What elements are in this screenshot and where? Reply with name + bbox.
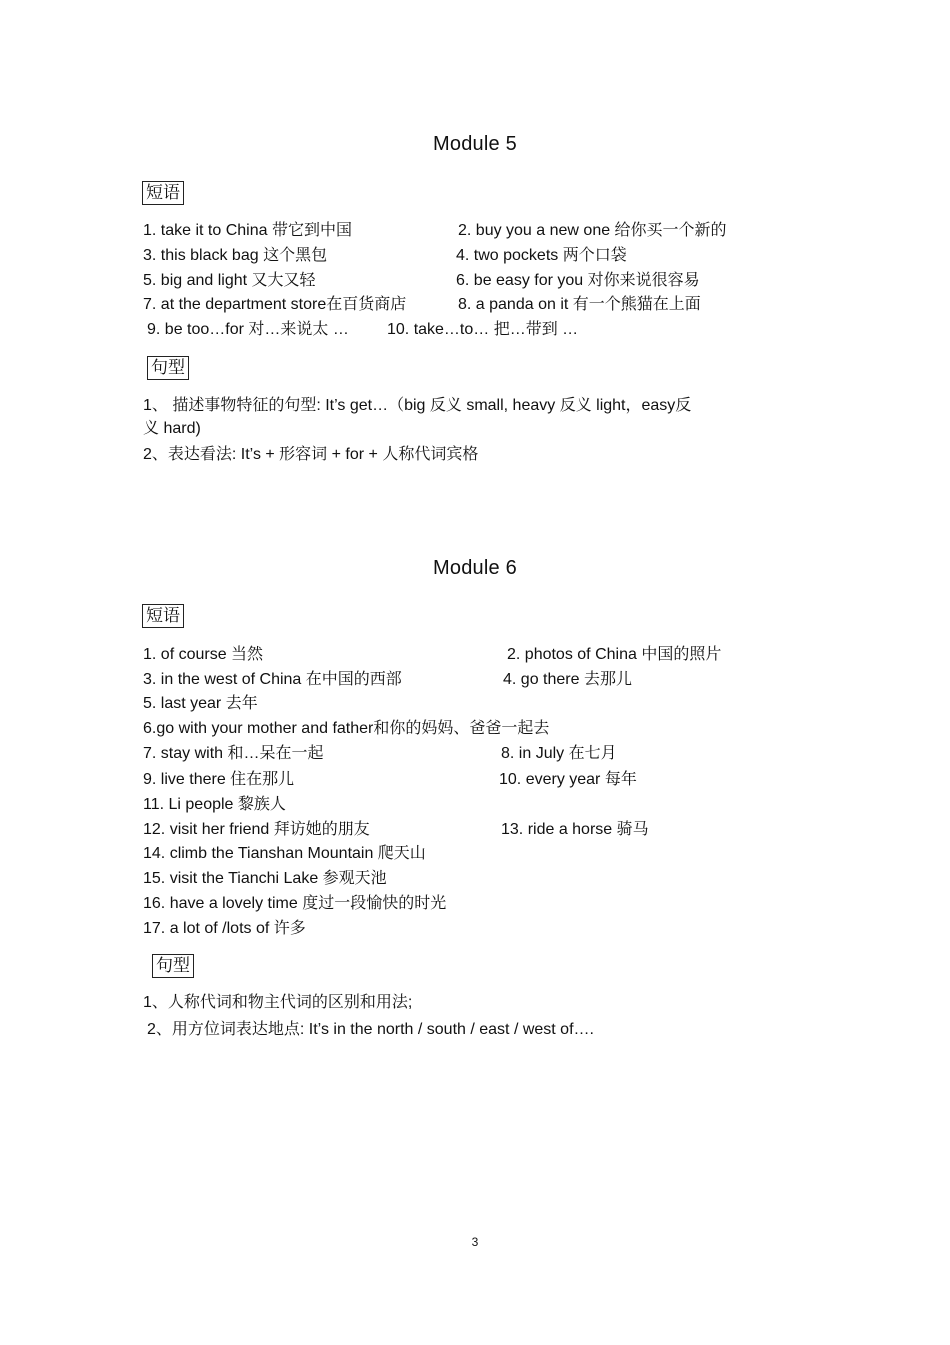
module6-patterns-label: 句型 bbox=[152, 954, 194, 978]
page-number: 3 bbox=[471, 1235, 479, 1249]
module6-phrase-1: 1. of course 当然 bbox=[143, 646, 264, 663]
module6-phrase-12: 12. visit her friend 拜访她的朋友 bbox=[143, 821, 370, 838]
module6-phrase-15: 15. visit the Tianchi Lake 参观天池 bbox=[143, 870, 387, 887]
module6-phrase-4: 4. go there 去那儿 bbox=[503, 671, 632, 688]
module5-phrases-label: 短语 bbox=[142, 181, 184, 205]
module5-phrase-10: 10. take…to… 把…带到 … bbox=[387, 321, 579, 338]
module6-phrase-10: 10. every year 每年 bbox=[499, 771, 637, 788]
module6-phrase-5: 5. last year 去年 bbox=[143, 695, 258, 712]
module5-phrase-5: 5. big and light 又大又轻 bbox=[143, 272, 316, 289]
module5-pattern-1: 1、 描述事物特征的句型: It’s get…（big 反义 small, heavy 反义 light，easy反 bbox=[143, 397, 692, 414]
module6-pattern-1: 1、人称代词和物主代词的区别和用法; bbox=[143, 994, 413, 1011]
module6-pattern-2: 2、用方位词表达地点: It’s in the north / south / east / west of…. bbox=[147, 1021, 594, 1038]
module5-phrase-7: 7. at the department store在百货商店 bbox=[143, 296, 407, 313]
module6-phrase-9: 9. live there 住在那儿 bbox=[143, 771, 295, 788]
module5-title: Module 5 bbox=[433, 133, 517, 155]
module6-phrase-11: 11. Li people 黎族人 bbox=[143, 796, 286, 813]
module5-phrase-3: 3. this black bag 这个黑包 bbox=[143, 247, 328, 264]
module6-phrase-8: 8. in July 在七月 bbox=[501, 745, 617, 762]
module5-phrase-8: 8. a panda on it 有一个熊猫在上面 bbox=[458, 296, 701, 313]
module6-phrase-14: 14. climb the Tianshan Mountain 爬天山 bbox=[143, 845, 426, 862]
module6-phrase-16: 16. have a lovely time 度过一段愉快的时光 bbox=[143, 895, 447, 912]
module5-phrase-6: 6. be easy for you 对你来说很容易 bbox=[456, 272, 700, 289]
module5-phrase-1: 1. take it to China 带它到中国 bbox=[143, 222, 352, 239]
module6-phrase-6: 6.go with your mother and father和你的妈妈、爸爸一起去 bbox=[143, 720, 550, 737]
module5-phrase-9: 9. be too…for 对…来说太 … bbox=[147, 321, 349, 338]
module6-phrases-label: 短语 bbox=[142, 604, 184, 628]
module5-pattern-2: 2、表达看法: It’s + 形容词 + for + 人称代词宾格 bbox=[143, 446, 479, 463]
module6-phrase-17: 17. a lot of /lots of 许多 bbox=[143, 920, 306, 937]
module5-phrase-2: 2. buy you a new one 给你买一个新的 bbox=[458, 222, 727, 239]
module6-phrase-7: 7. stay with 和…呆在一起 bbox=[143, 745, 324, 762]
module6-phrase-13: 13. ride a horse 骑马 bbox=[501, 821, 649, 838]
module6-phrase-3: 3. in the west of China 在中国的西部 bbox=[143, 671, 402, 688]
module6-title: Module 6 bbox=[433, 557, 517, 579]
module5-pattern-1-cont: 义 hard) bbox=[143, 420, 201, 437]
module5-patterns-label: 句型 bbox=[147, 356, 189, 380]
module6-phrase-2: 2. photos of China 中国的照片 bbox=[507, 646, 722, 663]
module5-phrase-4: 4. two pockets 两个口袋 bbox=[456, 247, 627, 264]
